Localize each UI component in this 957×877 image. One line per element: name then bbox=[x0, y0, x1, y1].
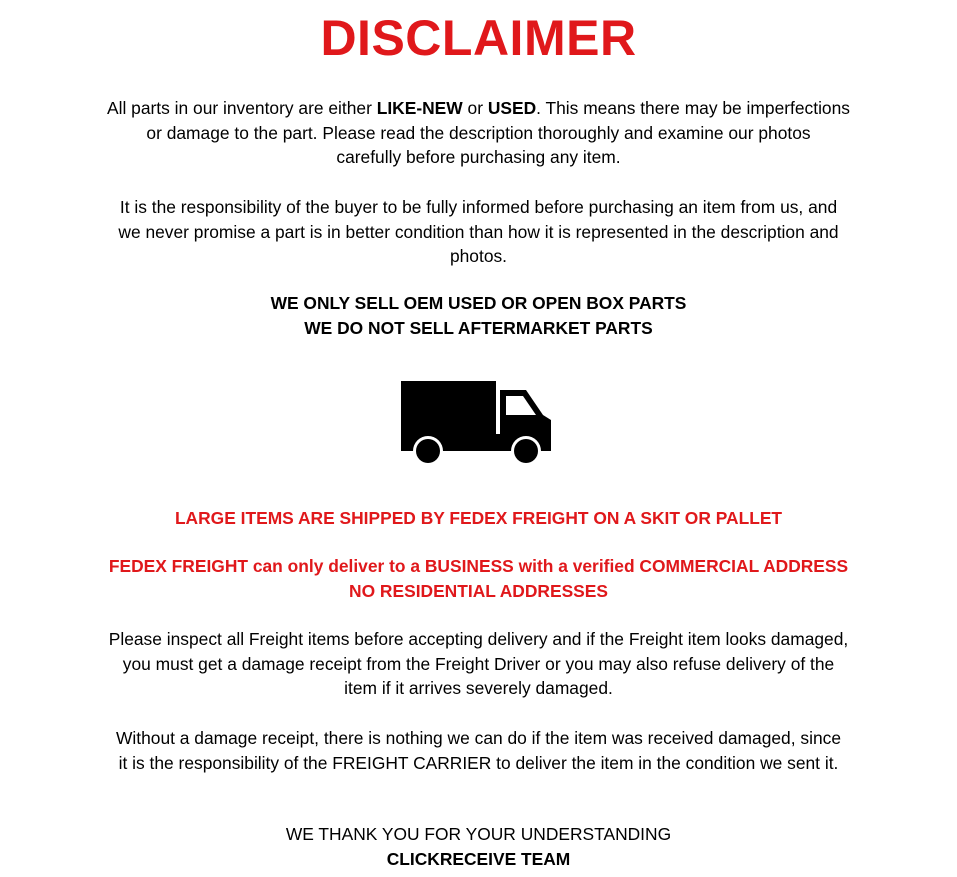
freight-notice bbox=[60, 554, 897, 603]
responsibility-paragraph bbox=[60, 195, 897, 269]
delivery-truck-icon bbox=[400, 380, 552, 466]
used-term: USED bbox=[487, 98, 537, 118]
like-new-term: LIKE-NEW bbox=[376, 98, 463, 118]
shipping-notice: LARGE ITEMS ARE SHIPPED BY FEDEX FREIGHT ON A SKIT OR PALLET bbox=[174, 508, 783, 528]
responsibility-line-1: It is the responsibility of the buyer to be fully informed before purchasing an item from us, and bbox=[119, 197, 838, 217]
page-title: DISCLAIMER bbox=[320, 10, 637, 66]
intro-paragraph bbox=[60, 96, 897, 170]
inspection-line-1: Please inspect all Freight items before accepting delivery and if the Freight item looks damaged, bbox=[108, 629, 849, 649]
oem-notice bbox=[60, 291, 897, 340]
damage-receipt-paragraph bbox=[60, 726, 897, 775]
freight-notice-line-2: NO RESIDENTIAL ADDRESSES bbox=[349, 580, 608, 601]
intro-line-1 bbox=[60, 96, 897, 121]
freight-notice-line-1: FEDEX FREIGHT can only deliver to a BUSINESS with a verified COMMERCIAL ADDRESS bbox=[108, 556, 849, 576]
inspection-line-2: you must get a damage receipt from the Freight Driver or you may also refuse delivery of the bbox=[122, 653, 835, 674]
intro-or: or bbox=[462, 98, 488, 118]
inspection-paragraph bbox=[60, 627, 897, 701]
intro-prefix: All parts in our inventory are either bbox=[107, 98, 377, 118]
oem-notice-line-2: WE DO NOT SELL AFTERMARKET PARTS bbox=[304, 317, 653, 338]
responsibility-line-2: we never promise a part is in better condition than how it is represented in the description and bbox=[118, 221, 839, 242]
oem-notice-line-1: WE ONLY SELL OEM USED OR OPEN BOX PARTS bbox=[270, 293, 687, 313]
inspection-line-3: item if it arrives severely damaged. bbox=[344, 678, 613, 698]
intro-line-3: carefully before purchasing any item. bbox=[336, 147, 621, 167]
damage-receipt-line-1: Without a damage receipt, there is nothing we can do if the item was received damaged, since bbox=[115, 728, 841, 748]
intro-rest: . This means there may be imperfections bbox=[536, 98, 850, 118]
closing-team: CLICKRECEIVE TEAM bbox=[386, 848, 571, 869]
intro-line-2: or damage to the part. Please read the description thoroughly and examine our photos bbox=[146, 122, 811, 143]
closing-thanks: WE THANK YOU FOR YOUR UNDERSTANDING bbox=[285, 824, 672, 844]
responsibility-line-3: photos. bbox=[449, 246, 508, 266]
damage-receipt-line-2: it is the responsibility of the FREIGHT CARRIER to deliver the item in the condition we sent it. bbox=[118, 752, 839, 773]
closing bbox=[60, 822, 897, 871]
